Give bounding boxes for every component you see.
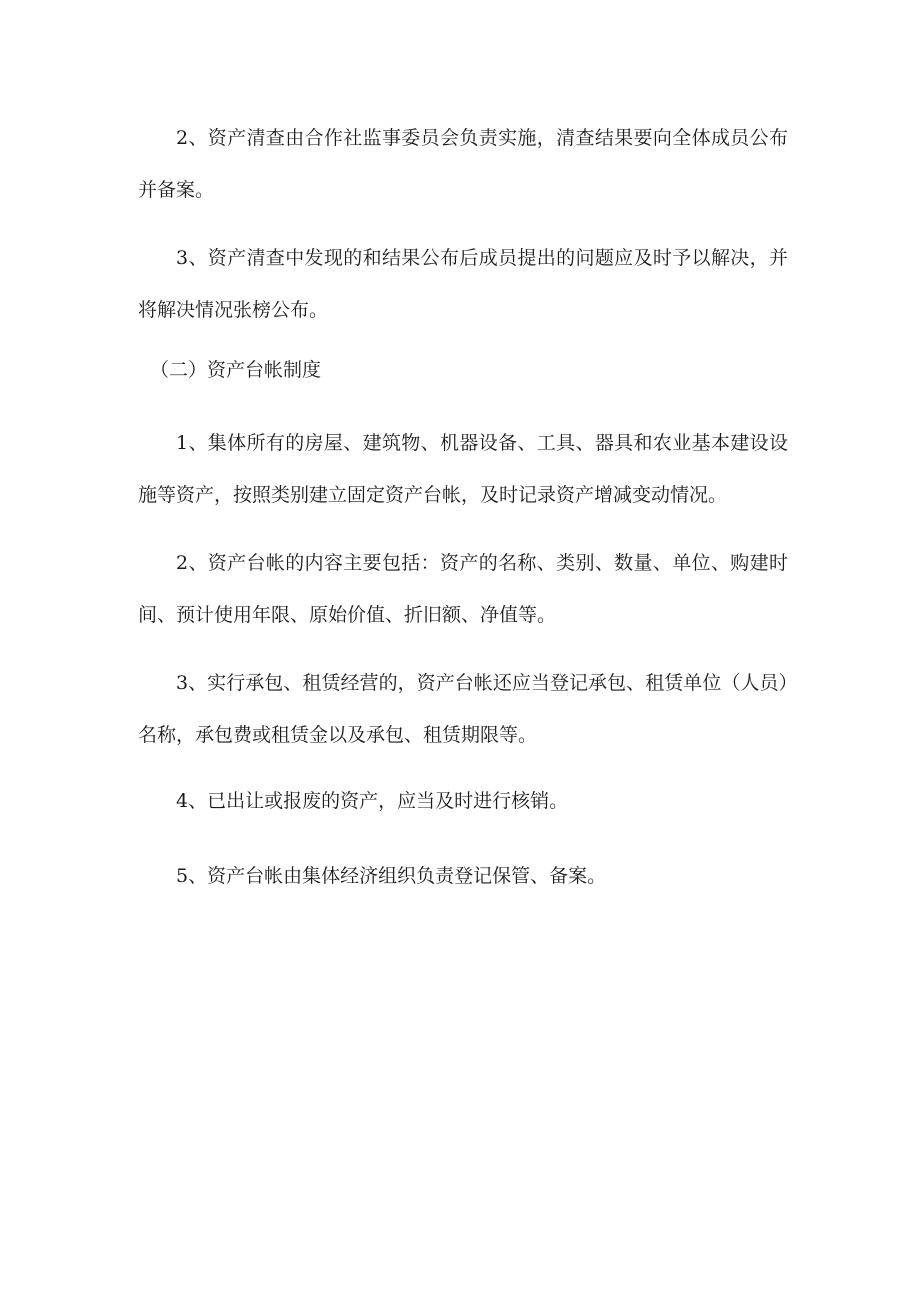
paragraph-asset-inventory-issues: 3、资产清查中发现的和结果公布后成员提出的问题应及时予以解决，并将解决情况张榜公布。 (138, 247, 788, 321)
section-heading: （二）资产台帐制度 (150, 359, 322, 381)
paragraph-ledger-lease: 3、实行承包、租赁经营的，资产台帐还应当登记承包、租赁单位（人员）名称，承包费或租赁金以及承包、租赁期限等。 (138, 672, 788, 746)
paragraph-ledger-custody: 5、资产台帐由集体经济组织负责登记保管、备案。 (176, 865, 607, 887)
paragraph-ledger-writeoff: 4、已出让或报废的资产，应当及时进行核销。 (176, 790, 569, 812)
paragraph-ledger-content: 2、资产台帐的内容主要包括：资产的名称、类别、数量、单位、购建时间、预计使用年限、原始价值、折旧额、净值等。 (138, 552, 788, 626)
paragraph-asset-inventory-implementation: 2、资产清查由合作社监事委员会负责实施，清查结果要向全体成员公布并备案。 (138, 127, 788, 201)
paragraph-ledger-scope: 1、集体所有的房屋、建筑物、机器设备、工具、器具和农业基本建设设施等资产，按照类别建立固定资产台帐，及时记录资产增减变动情况。 (138, 432, 788, 506)
